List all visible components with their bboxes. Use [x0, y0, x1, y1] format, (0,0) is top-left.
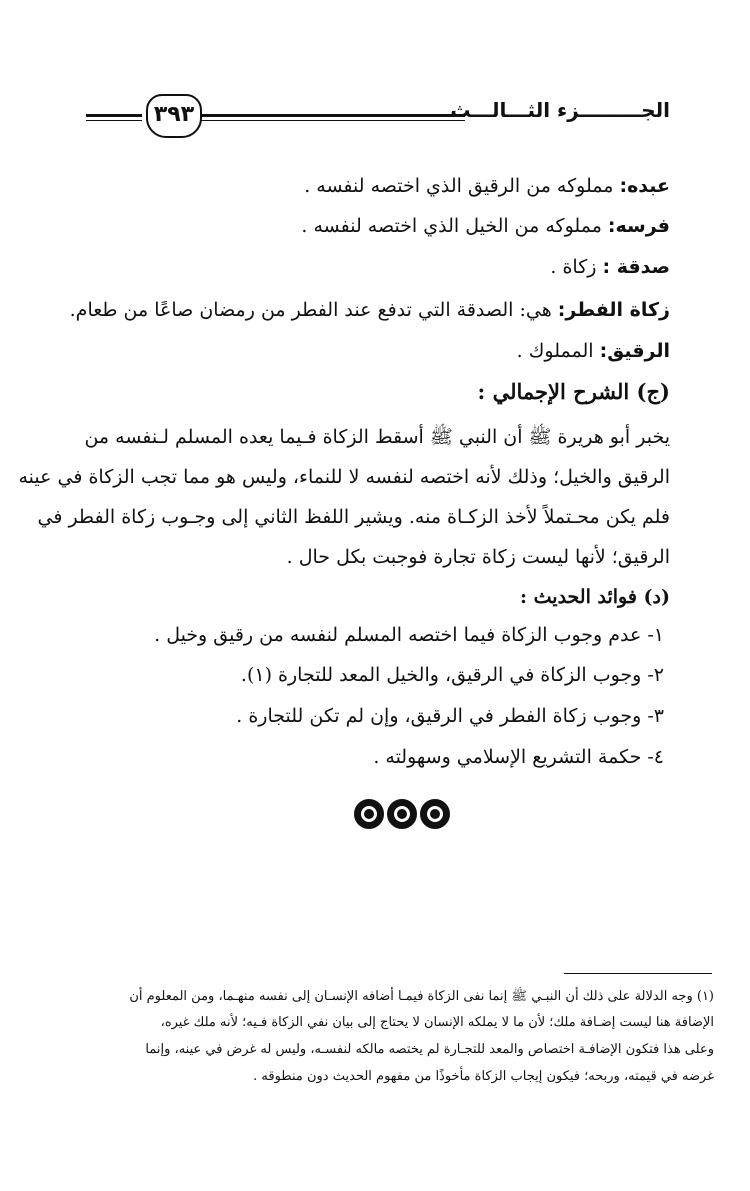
- vocab-definition: هي: الصدقة التي تدفع عند الفطر من رمضان صاعًا من طعام.: [69, 299, 552, 321]
- vocab-term: فرسه:: [607, 215, 670, 237]
- section-heading-general: (ج) الشرح الإجمالي :: [477, 379, 670, 404]
- footnote-separator: [564, 973, 712, 974]
- paragraph-line: يخبر أبو هريرة ﷺ أن النبي ﷺ أسقط الزكاة فـيما يعده المسلم لـنفسه من: [84, 426, 670, 448]
- vocab-term: زكاة الفطر:: [557, 299, 670, 321]
- vocab-line-5: [517, 339, 670, 363]
- running-title: الجـــــــــزء الثـــالـــث: [450, 98, 670, 122]
- vocab-term: عبده:: [619, 175, 670, 197]
- vocab-term: الرقيق:: [599, 340, 670, 362]
- footnote-line: (١) وجه الدلالة على ذلك أن النبـي ﷺ إنما نفى الزكاة فيمـا أضافه الإنسـان إلى نفسه منهـما، ومن المعلوم أن: [129, 989, 714, 1004]
- vocab-line-3: [550, 255, 670, 279]
- header-rule-left: [86, 114, 142, 117]
- paragraph-line: الرقيق؛ لأنها ليست زكاة تجارة فوجبت بكل حال .: [286, 546, 670, 568]
- decorative-flowers-ornament: [352, 797, 452, 831]
- benefit-item: ١- عدم وجوب الزكاة فيما اختصه المسلم لنفسه من رقيق وخيل .: [154, 624, 664, 646]
- vocab-line-1: [304, 174, 670, 198]
- vocab-definition: مملوكه من الخيل الذي اختصه لنفسه .: [301, 215, 602, 237]
- vocab-line-2: [301, 214, 670, 238]
- header-rule-right: [200, 114, 465, 117]
- vocab-term: صدقة :: [602, 256, 670, 278]
- flower-icon-group: [352, 797, 452, 831]
- vocab-line-4: [70, 298, 670, 322]
- footnote-line: غرضه في قيمته، وربحه؛ فيكون إيجاب الزكاة مأخوذًا من مفهوم الحديث دون منطوقه .: [253, 1069, 714, 1084]
- vocab-definition: زكاة .: [550, 256, 597, 278]
- section-heading-benefits: (د) فوائد الحديث :: [520, 586, 670, 608]
- benefit-item: ٢- وجوب الزكاة في الرقيق، والخيل المعد للتجارة (١).: [240, 664, 664, 686]
- page-number: ٣٩٣: [146, 94, 202, 138]
- benefit-item: ٤- حكمة التشريع الإسلامي وسهولته .: [373, 746, 664, 768]
- vocab-definition: المملوك .: [516, 340, 594, 362]
- benefit-item: ٣- وجوب زكاة الفطر في الرقيق، وإن لم تكن للتجارة .: [236, 705, 664, 727]
- vocab-definition: مملوكه من الرقيق الذي اختصه لنفسه .: [304, 175, 614, 197]
- running-header: [86, 92, 670, 152]
- footnote-line: الإضافة هنا ليست إضـافة ملك؛ لأن ما لا يملكه الإنسان لا يحتاج إلى بيان نفي الزكاة فـيه؛ لأنه ملك غيره،: [160, 1015, 714, 1030]
- paragraph-line: فلم يكن محـتملاً لأخذ الزكـاة منه. ويشير اللفظ الثاني إلى وجـوب زكاة الفطر في: [37, 506, 670, 528]
- paragraph-line: الرقيق والخيل؛ وذلك لأنه اختصه لنفسه لا للنماء، وليس هو مما تجب الزكاة في عينه: [18, 466, 670, 488]
- footnote-line: وعلى هذا فتكون الإضافـة اختصاص والمعد للتجـارة لم يختصه مالكه لنفسـه، وليس له غرض في عينه، وإنما: [145, 1042, 714, 1057]
